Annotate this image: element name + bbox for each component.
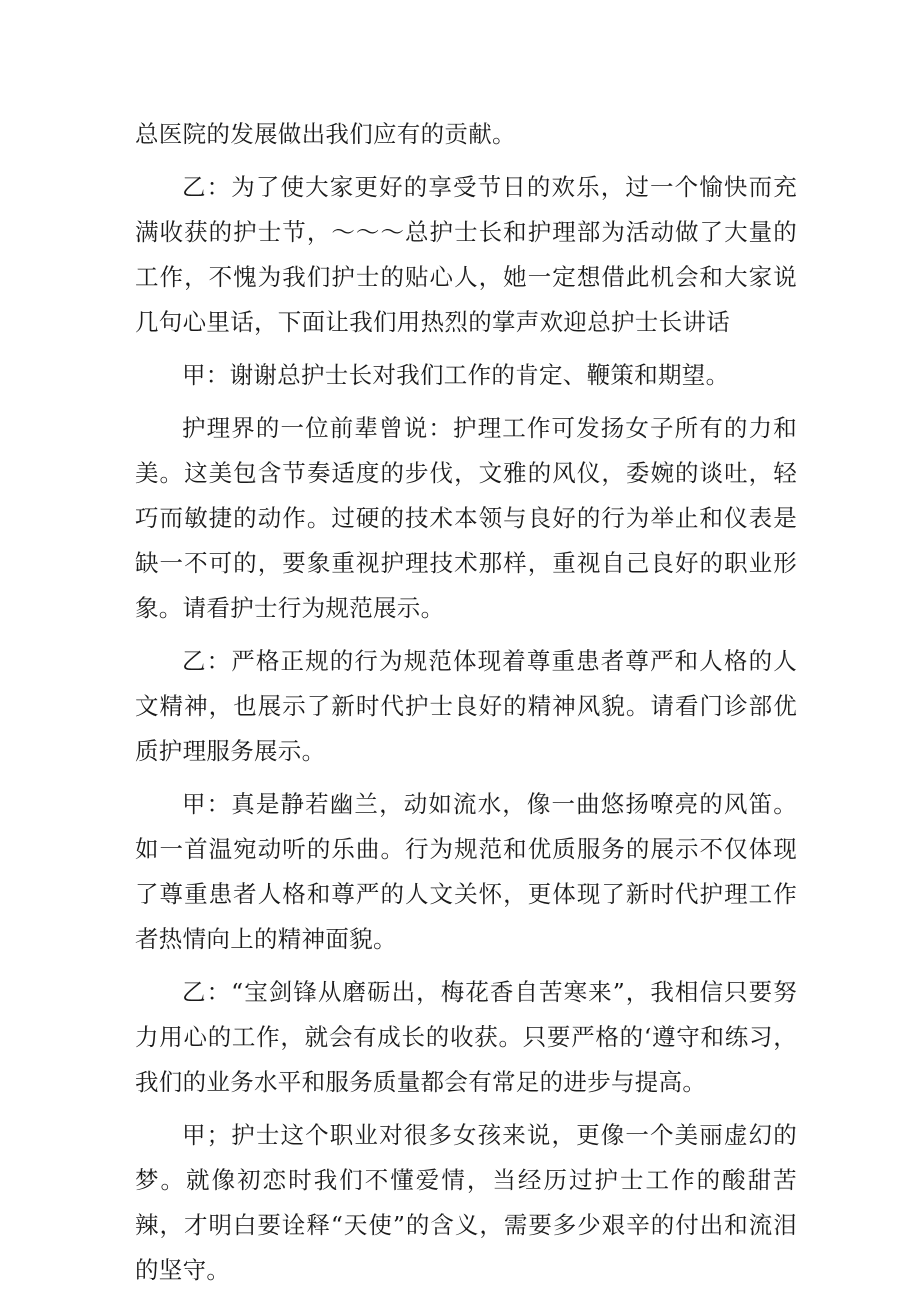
paragraph-jia-praise: 甲：真是静若幽兰，动如流水，像一曲悠扬嘹亮的风笛。如一首温宛动听的乐曲。行为规范和优质服务的展示不仅体现了尊重患者人格和尊严的人文关怀，更体现了新时代护理工作者热情向上的精神面貌。 (135, 790, 797, 953)
paragraph-jia-thanks: 甲：谢谢总护士长对我们工作的肯定、鞭策和期望。 (182, 361, 730, 389)
paragraph-yi-intro: 乙：为了使大家更好的享受节日的欢乐，过一个愉快而充满收获的护士节，～～～总护士长和护理部为活动做了大量的工作，不愧为我们护士的贴心人，她一定想借此机会和大家说几句心里话，下面让我们用热烈的掌声欢迎总护士长讲话 (135, 173, 797, 336)
paragraph-yi-standards: 乙：严格正规的行为规范体现着尊重患者尊严和人格的人文精神，也展示了新时代护士良好的精神风貌。请看门诊部优质护理服务展示。 (135, 647, 797, 765)
paragraph-yi-quote: 乙：“宝剑锋从磨砺出，梅花香自苦寒来”，我相信只要努力用心的工作，就会有成长的收获。只要严格的‘遵守和练习，我们的业务水平和服务质量都会有常足的进步与提高。 (135, 978, 797, 1096)
paragraph-continuation: 总医院的发展做出我们应有的贡献。 (135, 120, 516, 148)
paragraph-nursing-beauty: 护理界的一位前辈曾说：护理工作可发扬女子所有的力和美。这美包含节奏适度的步伐，文雅的风仪，委婉的谈吐，轻巧而敏捷的动作。过硬的技术本领与良好的行为举止和仪表是缺一不可的，要象重视护理技术那样，重视自己良好的职业形象。请看护士行为规范展示。 (135, 414, 797, 622)
paragraph-jia-dream: 甲；护士这个职业对很多女孩来说，更像一个美丽虚幻的梦。就像初恋时我们不懂爱情，当经历过护士工作的酸甜苦辣，才明白要诠释“天使”的含义，需要多少艰辛的付出和流泪的坚守。 (135, 1121, 797, 1284)
document-body (135, 112, 797, 1301)
